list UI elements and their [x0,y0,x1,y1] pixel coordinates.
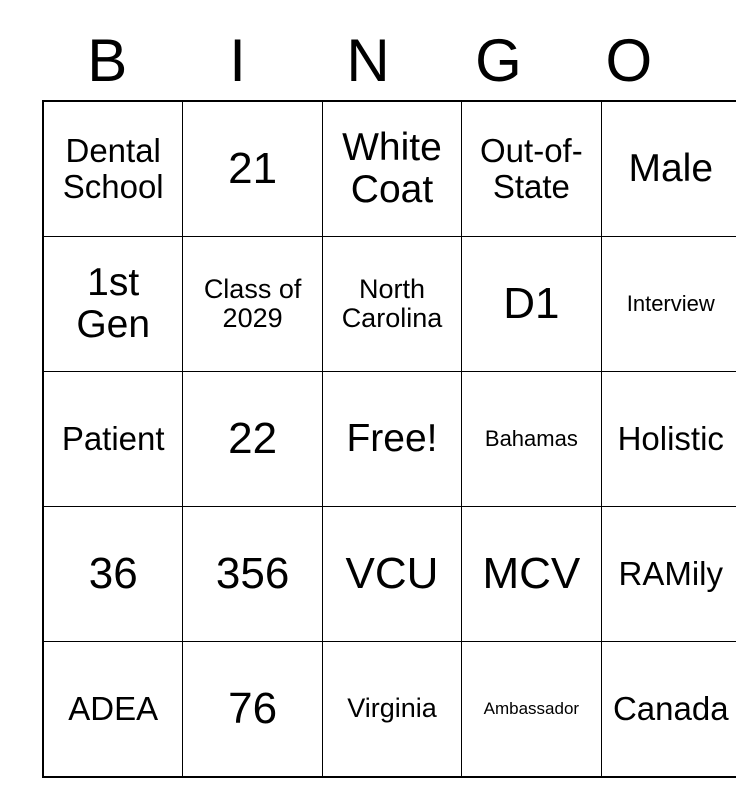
bingo-cell[interactable] [322,101,461,237]
header-letter-i: I [229,27,246,94]
bingo-cell[interactable] [601,507,736,642]
bingo-cell-label: Free! [346,416,438,460]
bingo-cell-label: MCV [482,549,581,599]
bingo-cell-label: White Coat [342,125,442,211]
bingo-cell[interactable] [183,237,322,372]
bingo-grid [42,100,736,778]
bingo-cell-label: Virginia [347,693,437,724]
bingo-row [43,101,736,237]
bingo-header [42,22,694,100]
bingo-cell[interactable] [183,101,322,237]
bingo-cell-label: 1st Gen [76,260,151,346]
bingo-cell-label: Bahamas [484,426,578,452]
bingo-cell-label: ADEA [68,690,159,728]
bingo-cell-label: North Carolina [341,273,443,333]
bingo-cell[interactable] [462,642,601,778]
header-letter-o: O [605,27,653,94]
bingo-cell-label: 36 [88,549,138,599]
bingo-cell-label: Ambassador [483,698,580,718]
bingo-cell-label: Out-of-State [480,132,583,205]
bingo-cell[interactable] [183,507,322,642]
bingo-cell-label: Canada [612,690,729,728]
bingo-cell[interactable] [43,101,183,237]
bingo-row [43,507,736,642]
bingo-cell[interactable] [462,372,601,507]
bingo-cell[interactable] [43,507,183,642]
bingo-cell[interactable] [183,642,322,778]
bingo-cell-label: 356 [215,549,290,599]
bingo-cell-label: VCU [345,549,439,599]
bingo-cell-label: Male [628,146,714,190]
bingo-card [42,22,729,778]
bingo-cell[interactable] [43,642,183,778]
bingo-row [43,372,736,507]
bingo-cell[interactable] [601,642,736,778]
bingo-cell[interactable] [183,372,322,507]
header-letter-b: B [87,27,128,94]
bingo-cell[interactable] [43,372,183,507]
bingo-cell[interactable] [601,101,736,237]
bingo-cell-label: 21 [228,144,278,194]
bingo-cell-label: Dental School [62,132,164,205]
bingo-cell-label: Patient [61,420,165,458]
bingo-cell-label: D1 [503,279,560,329]
bingo-cell-label: RAMily [618,555,723,593]
bingo-cell-label: Holistic [617,420,724,458]
bingo-row [43,642,736,778]
bingo-cell-label: 76 [228,684,278,734]
bingo-cell[interactable] [322,507,461,642]
bingo-cell[interactable] [462,507,601,642]
bingo-row [43,237,736,372]
bingo-cell[interactable] [322,642,461,778]
bingo-cell[interactable] [601,372,736,507]
bingo-cell-label: 22 [228,414,278,464]
bingo-cell[interactable] [43,237,183,372]
bingo-cell-label: Interview [626,291,715,317]
bingo-cell[interactable] [322,237,461,372]
header-letter-g: G [475,27,522,94]
bingo-cell[interactable] [462,237,601,372]
header-letter-n: N [346,27,390,94]
bingo-cell-label: Class of 2029 [203,273,302,333]
bingo-cell-free[interactable] [322,372,461,507]
bingo-cell[interactable] [601,237,736,372]
bingo-cell[interactable] [462,101,601,237]
